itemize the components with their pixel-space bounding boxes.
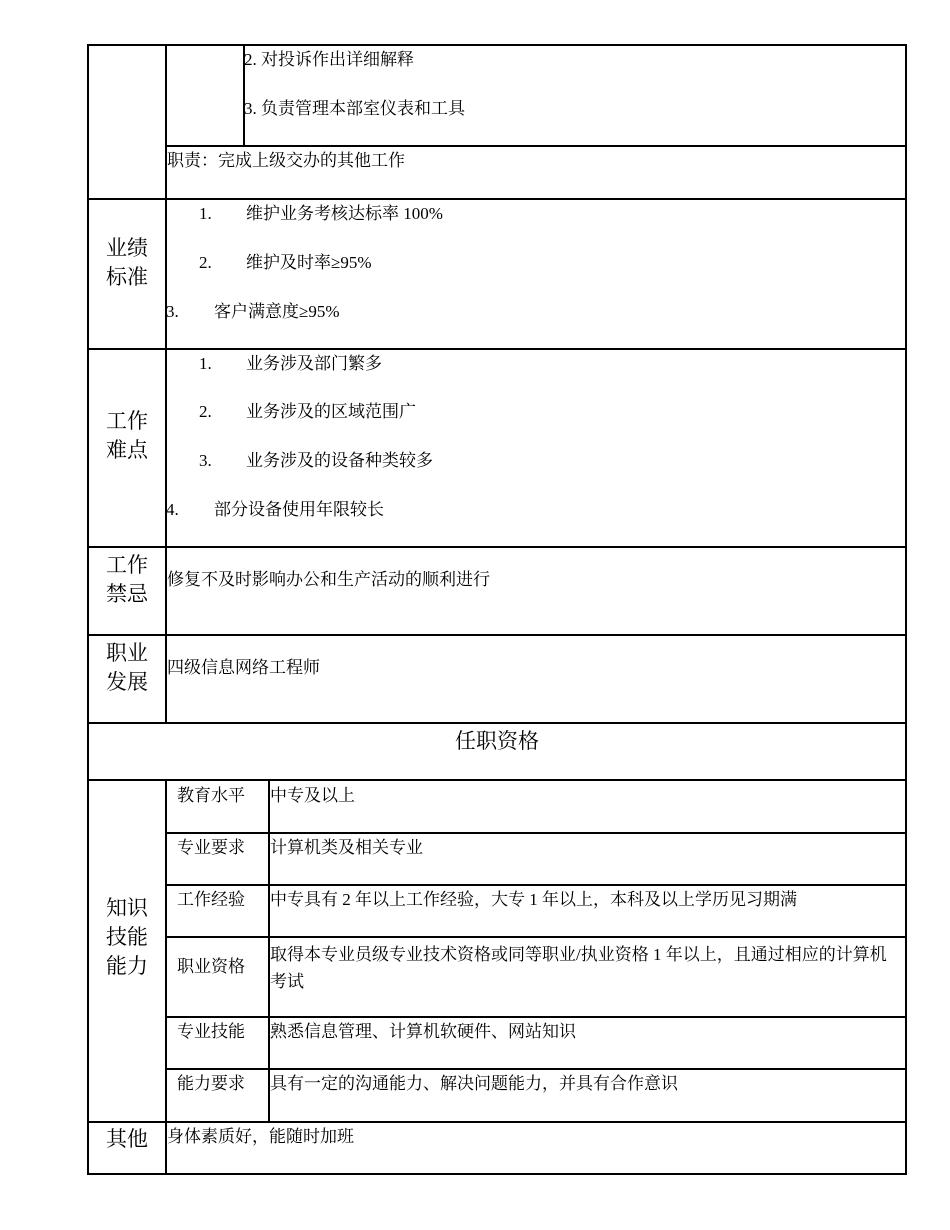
skill-key: 职业资格	[177, 957, 245, 976]
duty-item: 2. 对投诉作出详细解释	[244, 50, 414, 69]
skills-label: 知识技能能力	[106, 896, 148, 978]
row-divider	[165, 1016, 907, 1018]
row-divider	[87, 779, 907, 781]
skill-value: 熟悉信息管理、计算机软硬件、网站知识	[270, 1022, 576, 1041]
duty-other: 职责：完成上级交办的其他工作	[167, 151, 405, 170]
other-label: 其他	[106, 1127, 148, 1151]
list-number: 3.	[166, 302, 179, 321]
skill-value: 计算机类及相关专业	[270, 838, 423, 857]
list-item: 维护及时率≥95%	[246, 253, 372, 272]
label-column-divider	[165, 44, 167, 723]
list-number: 4.	[166, 500, 179, 519]
list-item: 业务涉及的区域范围广	[246, 402, 416, 421]
list-number: 1.	[199, 354, 212, 373]
list-number: 1.	[199, 204, 212, 223]
difficulties-label: 工作难点	[106, 409, 148, 462]
other-text: 身体素质好，能随时加班	[167, 1127, 354, 1146]
list-item: 部分设备使用年限较长	[214, 500, 384, 519]
list-number: 3.	[199, 451, 212, 470]
performance-label: 业绩标准	[106, 236, 148, 289]
duty-item: 3. 负责管理本部室仪表和工具	[244, 99, 465, 118]
list-number: 2.	[199, 253, 212, 272]
skill-key: 工作经验	[177, 890, 245, 909]
row-divider	[87, 348, 907, 350]
skill-key: 专业要求	[177, 838, 245, 857]
list-item: 业务涉及的设备种类较多	[246, 451, 433, 470]
row-divider	[87, 634, 907, 636]
row-divider	[165, 1068, 907, 1070]
skill-key: 专业技能	[177, 1022, 245, 1041]
career-text: 四级信息网络工程师	[167, 658, 320, 677]
skill-value: 取得本专业员级专业技术资格或同等职业/执业资格 1 年以上，且通过相应的计算机考试	[270, 945, 887, 991]
list-item: 维护业务考核达标率 100%	[246, 204, 443, 223]
taboos-label: 工作禁忌	[106, 553, 148, 606]
skill-key: 能力要求	[177, 1074, 245, 1093]
skill-key: 教育水平	[177, 786, 245, 805]
list-item: 客户满意度≥95%	[214, 302, 340, 321]
row-divider	[165, 832, 907, 834]
border-bottom	[87, 1173, 907, 1175]
qualification-heading: 任职资格	[455, 729, 539, 753]
row-divider	[165, 145, 907, 147]
list-item: 业务涉及部门繁多	[246, 354, 382, 373]
border-left	[87, 44, 89, 1175]
border-right	[905, 44, 907, 1175]
skill-value: 具有一定的沟通能力、解决问题能力，并具有合作意识	[270, 1074, 678, 1093]
row-divider	[87, 1121, 907, 1123]
list-number: 2.	[199, 402, 212, 421]
row-divider	[165, 884, 907, 886]
border-top	[87, 44, 907, 46]
row-divider	[87, 546, 907, 548]
row-divider	[87, 722, 907, 724]
row-divider	[165, 936, 907, 938]
skill-value: 中专具有 2 年以上工作经验，大专 1 年以上，本科及以上学历见习期满	[270, 890, 797, 909]
taboos-text: 修复不及时影响办公和生产活动的顺利进行	[167, 570, 490, 589]
career-label: 职业发展	[106, 641, 148, 694]
skill-value: 中专及以上	[270, 786, 355, 805]
row-divider	[87, 198, 907, 200]
